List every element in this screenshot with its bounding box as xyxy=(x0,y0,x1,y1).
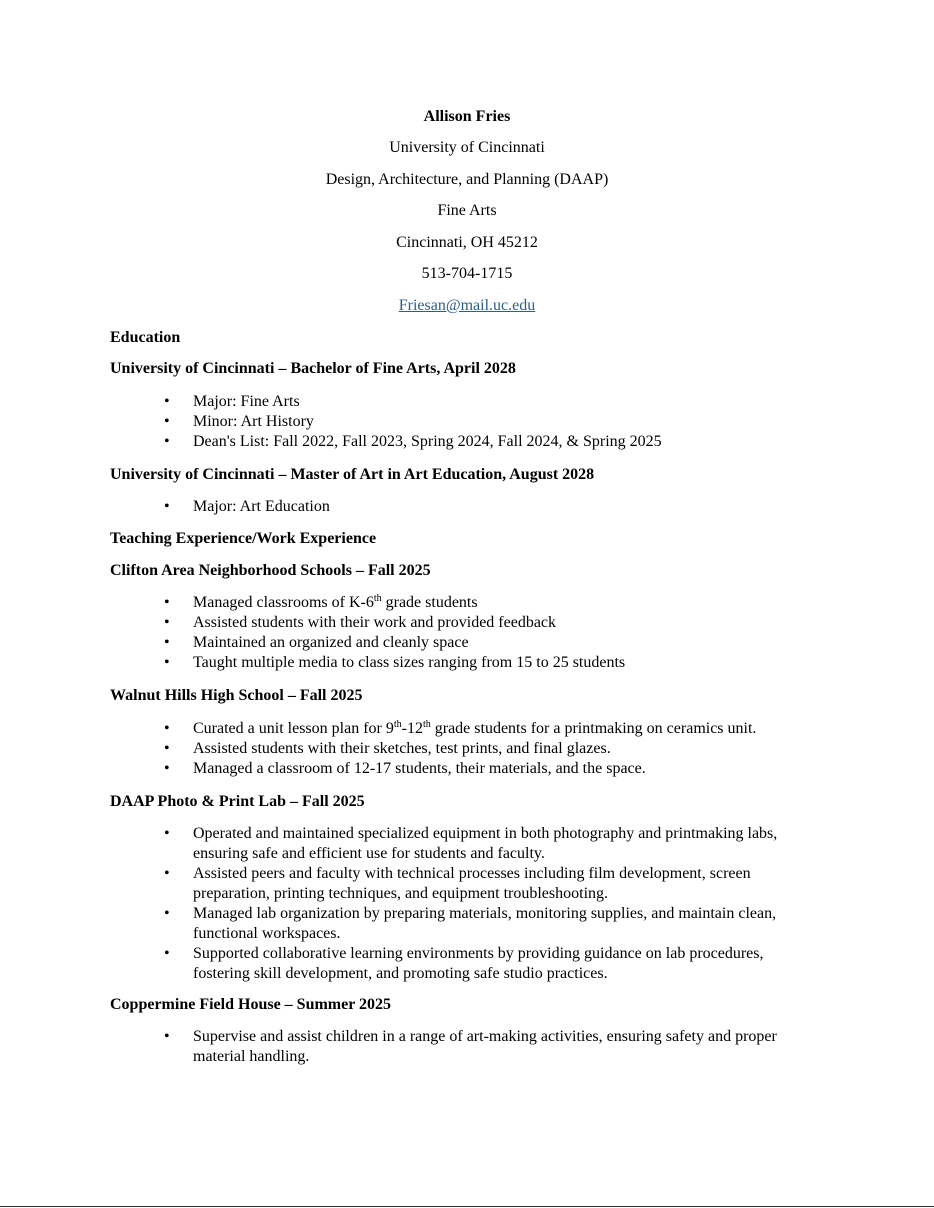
list-item: • Major: Art Education xyxy=(0,497,823,517)
job-clifton-list xyxy=(0,593,934,673)
list-item: • Maintained an organized and cleanly space xyxy=(0,633,823,653)
list-item: • Managed lab organization by preparing materials, monitoring supplies, and maintain clean, functional workspaces. xyxy=(0,904,823,944)
list-item: • Minor: Art History xyxy=(0,412,823,432)
list-item: • Managed classrooms of K-6th grade students xyxy=(0,593,823,613)
list-item: • Supported collaborative learning environments by providing guidance on lab procedures, fostering skill development, and promoting safe studio practices. xyxy=(0,944,823,984)
college-name: Design, Architecture, and Planning (DAAP) xyxy=(325,171,609,188)
email-line xyxy=(0,296,934,316)
list-item: • Assisted students with their work and provided feedback xyxy=(0,613,823,633)
job-daap-title: DAAP Photo & Print Lab – Fall 2025 xyxy=(110,793,365,810)
list-item: • Assisted students with their sketches, test prints, and final glazes. xyxy=(0,739,823,759)
degree-ma-list xyxy=(0,497,934,517)
education-heading: Education xyxy=(110,329,181,346)
experience-heading: Teaching Experience/Work Experience xyxy=(110,530,377,547)
job-clifton-title: Clifton Area Neighborhood Schools – Fall 2025 xyxy=(110,562,431,579)
list-item: • Supervise and assist children in a range of art-making activities, ensuring safety and proper material handling. xyxy=(0,1027,823,1067)
job-walnut-title: Walnut Hills High School – Fall 2025 xyxy=(110,687,363,704)
list-item: • Managed a classroom of 12-17 students, their materials, and the space. xyxy=(0,759,823,779)
applicant-name: Allison Fries xyxy=(423,108,511,125)
phone-number: 513-704-1715 xyxy=(421,265,513,282)
degree-bfa-list xyxy=(0,392,934,452)
school-name: University of Cincinnati xyxy=(389,139,545,156)
job-walnut-list xyxy=(0,719,934,779)
program-name: Fine Arts xyxy=(437,202,497,219)
job-coppermine-list xyxy=(0,1027,934,1067)
degree-bfa-title: University of Cincinnati – Bachelor of Fine Arts, April 2028 xyxy=(110,360,516,377)
list-item: • Dean's List: Fall 2022, Fall 2023, Spring 2024, Fall 2024, & Spring 2025 xyxy=(0,432,823,452)
list-item: • Assisted peers and faculty with technical processes including film development, screen preparation, printing techniques, and equipment troubleshooting. xyxy=(0,864,823,904)
email-link[interactable]: Friesan@mail.uc.edu xyxy=(398,297,536,314)
job-coppermine-title: Coppermine Field House – Summer 2025 xyxy=(110,996,392,1013)
list-item: • Major: Fine Arts xyxy=(0,392,823,412)
location: Cincinnati, OH 45212 xyxy=(396,234,538,251)
list-item: • Curated a unit lesson plan for 9th-12th grade students for a printmaking on ceramics unit. xyxy=(0,719,823,739)
degree-ma-title: University of Cincinnati – Master of Art in Art Education, August 2028 xyxy=(110,466,595,483)
job-daap-list xyxy=(0,824,934,984)
list-item: • Taught multiple media to class sizes ranging from 15 to 25 students xyxy=(0,653,823,673)
list-item: • Operated and maintained specialized equipment in both photography and printmaking labs, ensuring safe and efficient use for students and faculty. xyxy=(0,824,823,864)
page-bottom-rule xyxy=(0,1206,934,1207)
